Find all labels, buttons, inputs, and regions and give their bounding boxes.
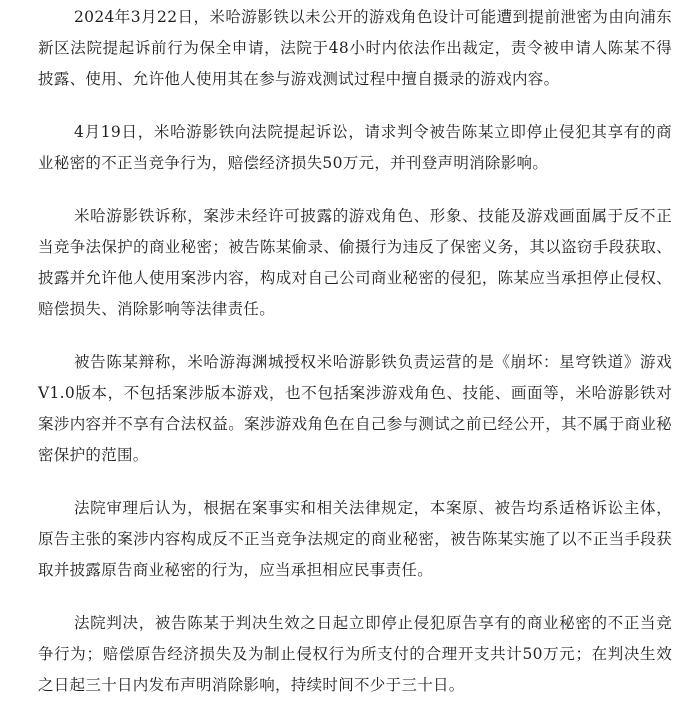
paragraph-defendant-argument: 被告陈某辩称，米哈游海渊城授权米哈游影铁负责运营的是《崩坏：星穹铁道》游戏V1.0版本，不包括案涉版本游戏，也不包括案涉游戏角色、技能、画面等，米哈游影铁对案涉内容并不享有合法权益。案涉游戏角色在自己参与测试之前已经公开，其不属于商业秘密保护的范围。 bbox=[38, 353, 672, 464]
paragraph-lawsuit: 4月19日，米哈游影铁向法院提起诉讼，请求判令被告陈某立即停止侵犯其享有的商业秘密的不正当竞争行为，赔偿经济损失50万元，并刊登声明消除影响。 bbox=[38, 123, 672, 172]
paragraph-petition: 2024年3月22日，米哈游影铁以未公开的游戏角色设计可能遭到提前泄密为由向浦东新区法院提起诉前行为保全申请，法院于48小时内依法作出裁定，责令被申请人陈某不得披露、使用、允许他人使用其在参与游戏测试过程中擅自摄录的游戏内容。 bbox=[38, 8, 672, 88]
article-body bbox=[38, 0, 672, 723]
paragraph-plaintiff-claim: 米哈游影铁诉称，案涉未经许可披露的游戏角色、形象、技能及游戏画面属于反不正当竞争法保护的商业秘密；被告陈某偷录、偷摄行为违反了保密义务，其以盗窃手段获取、披露并允许他人使用案涉内容，构成对自己公司商业秘密的侵犯，陈某应当承担停止侵权、赔偿损失、消除影响等法律责任。 bbox=[38, 207, 672, 318]
paragraph-judgment: 法院判决，被告陈某于判决生效之日起立即停止侵犯原告享有的商业秘密的不正当竞争行为；赔偿原告经济损失及为制止侵权行为所支付的合理开支共计50万元；在判决生效之日起三十日内发布声明消除影响，持续时间不少于三十日。 bbox=[38, 614, 672, 694]
paragraph-court-finding: 法院审理后认为，根据在案事实和相关法律规定，本案原、被告均系适格诉讼主体，原告主张的案涉内容构成反不正当竞争法规定的商业秘密，被告陈某实施了以不正当手段获取并披露原告商业秘密的行为，应当承担相应民事责任。 bbox=[38, 499, 672, 579]
